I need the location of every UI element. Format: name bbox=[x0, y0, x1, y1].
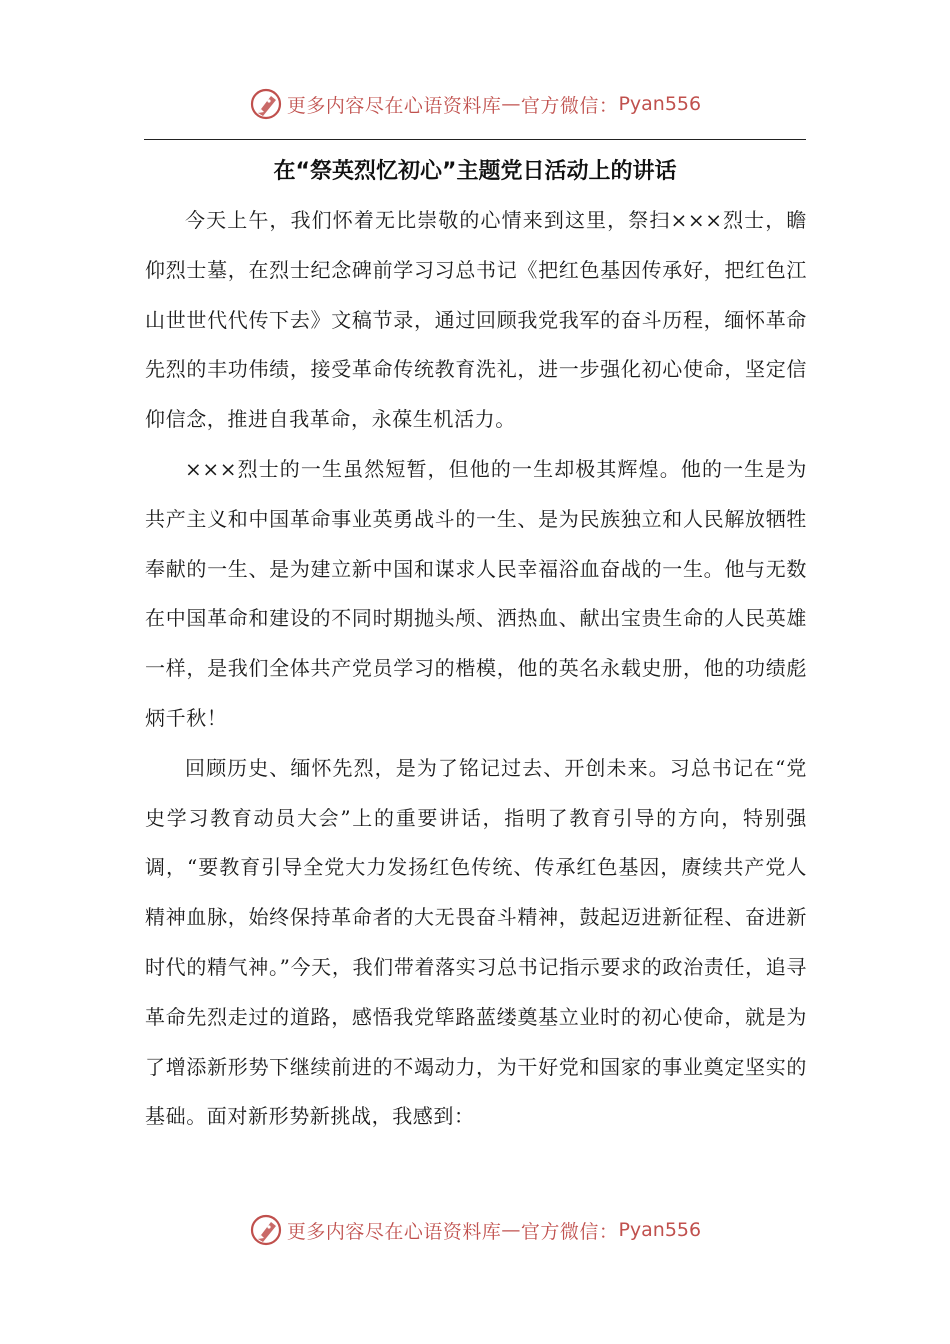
header-banner bbox=[0, 84, 950, 124]
paragraph-3: 回顾历史、缅怀先烈，是为了铭记过去、开创未来。习总书记在“党史学习教育动员大会”上的重要讲话，指明了教育引导的方向，特别强调，“要教育引导全党大力发扬红色传统、传承红色基因，赓续共产党人精神血脉，始终保持革命者的大无畏奋斗精神，鼓起迈进新征程、奋进新时代的精气神。”今天，我们带着落实习总书记指示要求的政治责任，追寻革命先烈走过的道路，感悟我党筚路蓝缕奠基立业时的初心使命，就是为了增添新形势下继续前进的不竭动力，为干好党和国家的事业奠定坚实的基础。面对新形势新挑战，我感到： bbox=[145, 755, 807, 1129]
banner-site-text: 更多内容尽在心语资料库 bbox=[286, 94, 502, 117]
banner-wechat-label: 官方微信： bbox=[520, 94, 619, 117]
pen-nib-logo-icon bbox=[249, 1213, 283, 1247]
banner-wechat-id: Pyan556 bbox=[618, 93, 702, 115]
paragraph-1: 今天上午，我们怀着无比崇敬的心情来到这里，祭扫×××烈士，瞻仰烈士墓，在烈士纪念碑前学习习总书记《把红色基因传承好，把红色江山世世代代传下去》文稿节录，通过回顾我党我军的奋斗历程，缅怀革命先烈的丰功伟绩，接受革命传统教育洗礼，进一步强化初心使命，坚定信仰信念，推进自我革命，永葆生机活力。 bbox=[145, 208, 807, 432]
document-body bbox=[145, 196, 807, 1142]
banner-separator: — bbox=[501, 93, 521, 115]
document-title: 在“祭英烈忆初心”主题党日活动上的讲话 bbox=[273, 159, 677, 184]
paragraph-2: ×××烈士的一生虽然短暂，但他的一生却极其辉煌。他的一生是为共产主义和中国革命事业英勇战斗的一生、是为民族独立和人民解放牺牲奉献的一生、是为建立新中国和谋求人民幸福浴血奋战的一生。他与无数在中国革命和建设的不同时期抛头颅、洒热血、献出宝贵生命的人民英雄一样，是我们全体共产党员学习的楷模，他的英名永载史册，他的功绩彪炳千秋！ bbox=[145, 456, 807, 730]
pen-nib-logo-icon bbox=[249, 87, 283, 121]
header-divider bbox=[144, 139, 806, 140]
footer-separator: — bbox=[501, 1219, 521, 1241]
footer-site-text: 更多内容尽在心语资料库 bbox=[286, 1220, 502, 1243]
footer-wechat-label: 官方微信： bbox=[520, 1220, 619, 1243]
footer-banner bbox=[0, 1210, 950, 1250]
footer-wechat-id: Pyan556 bbox=[618, 1219, 702, 1241]
